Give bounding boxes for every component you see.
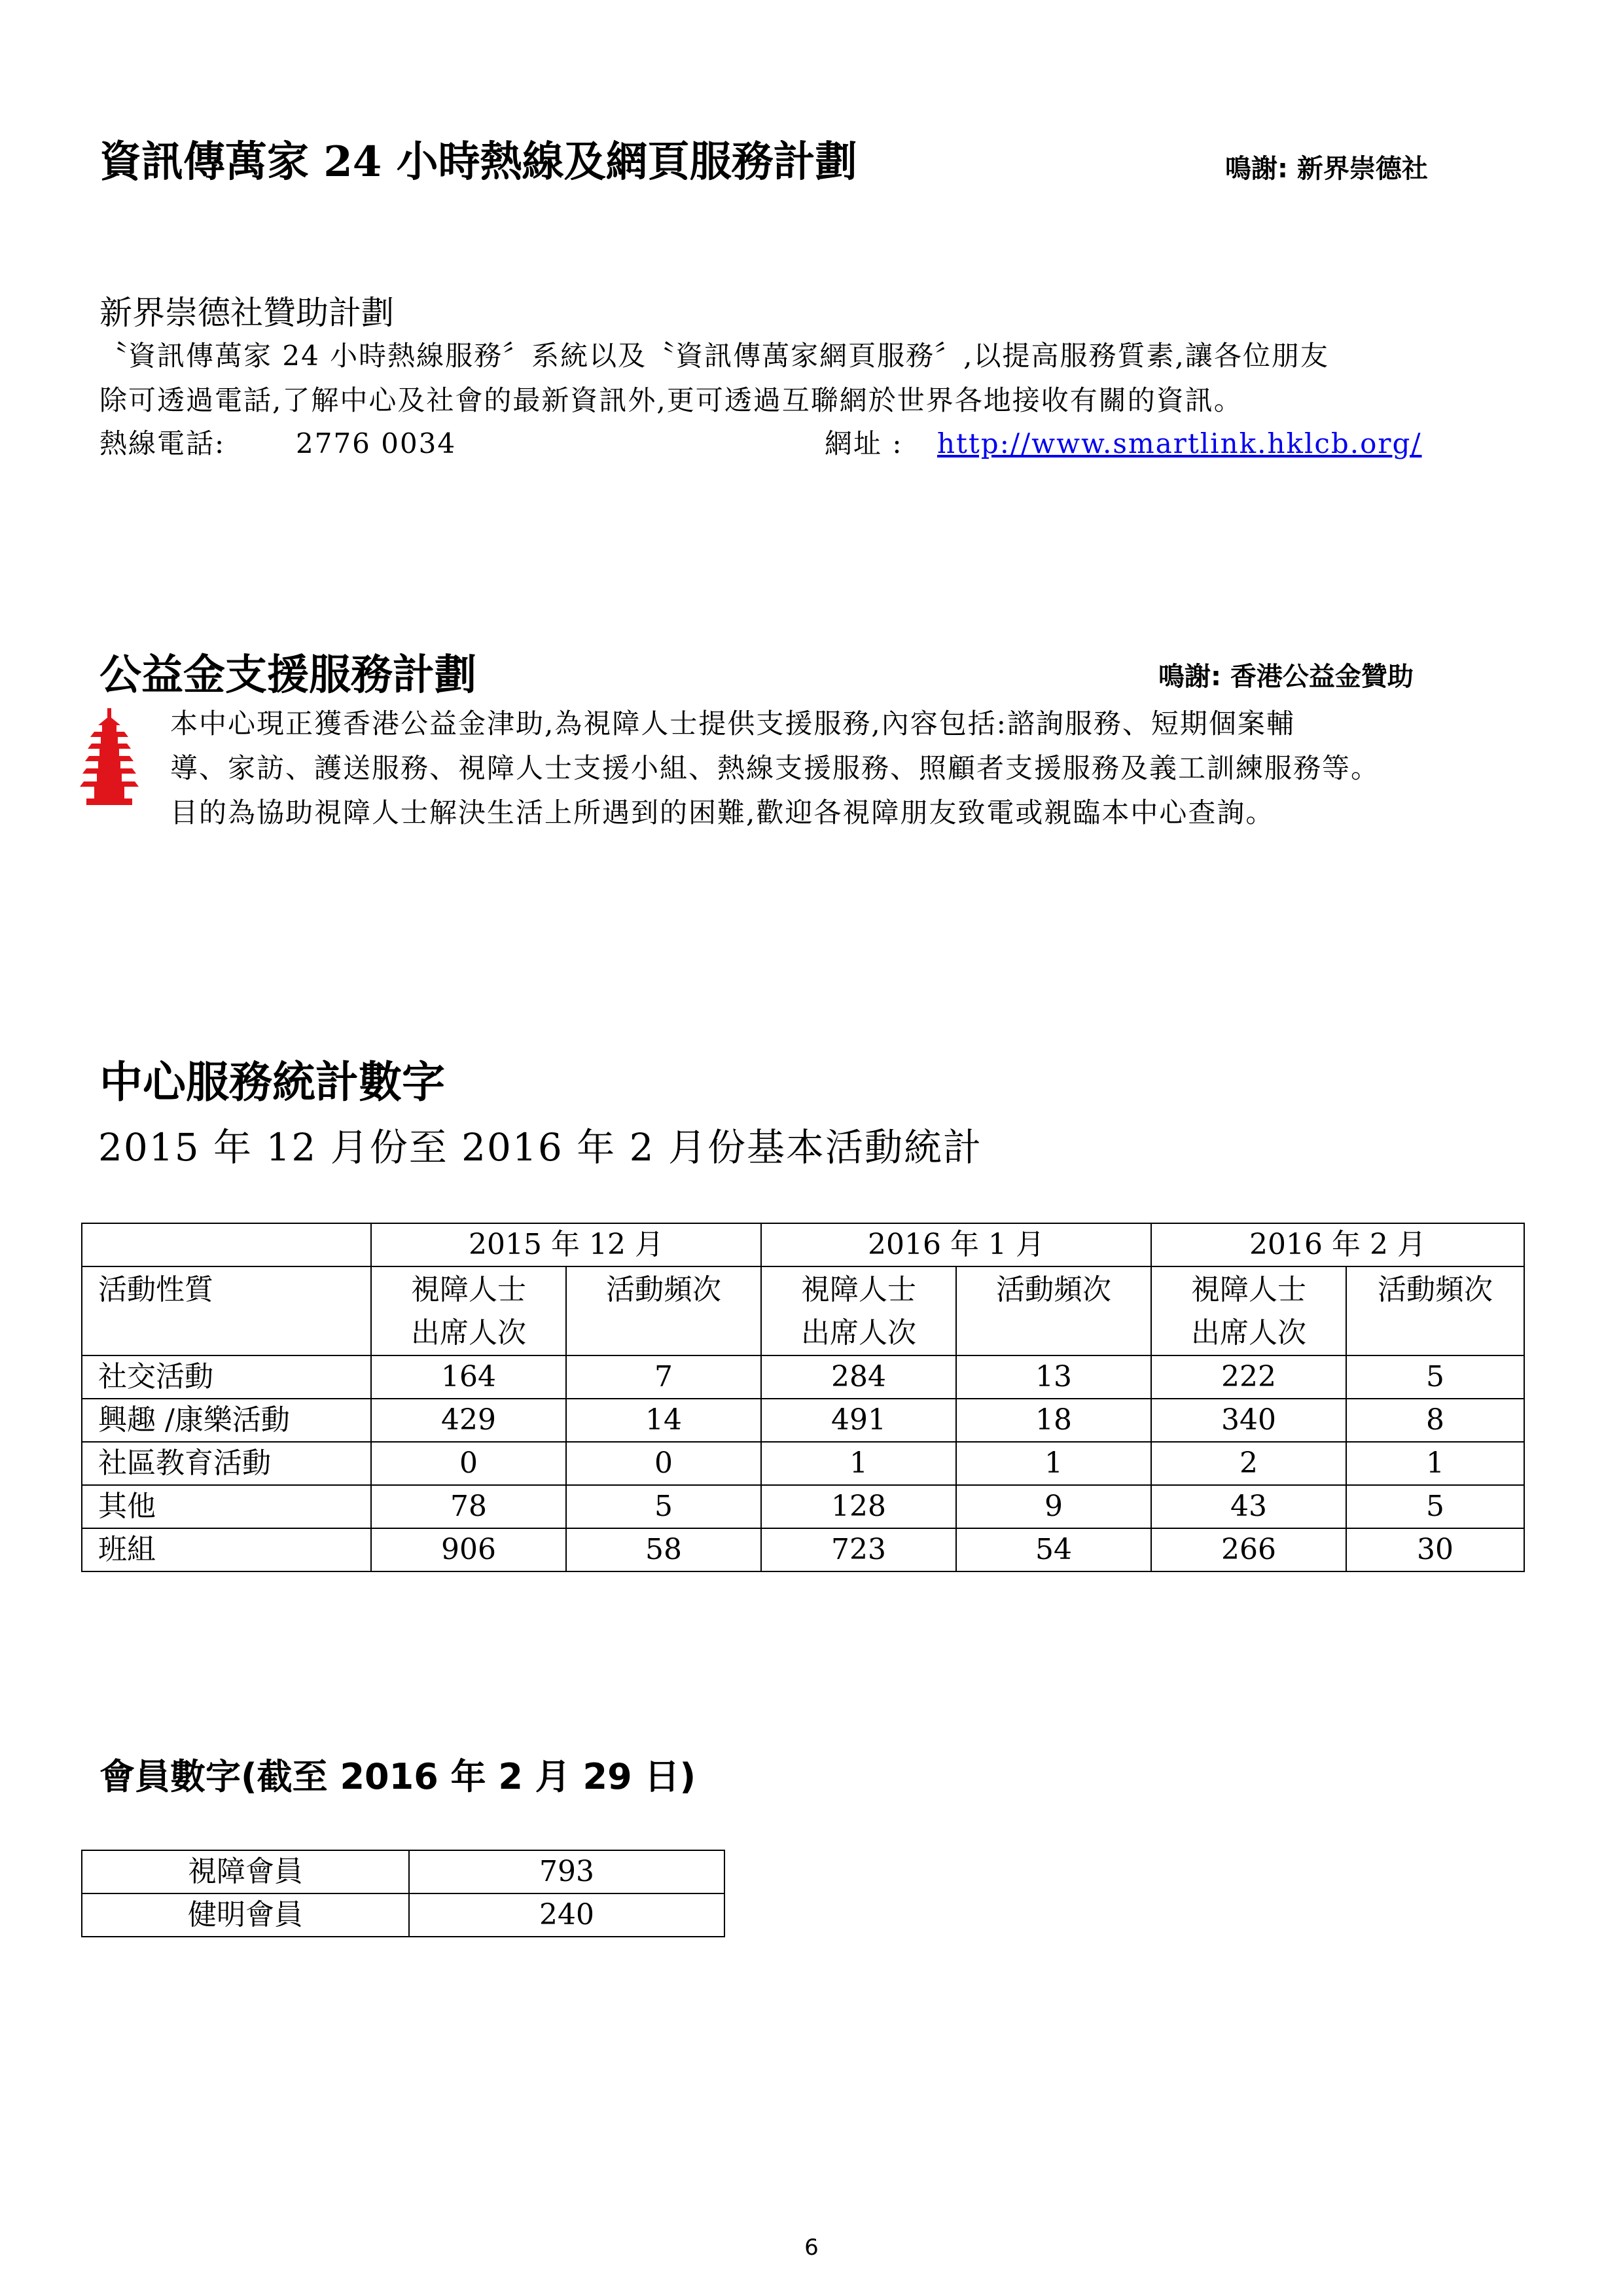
table-cell: 793 xyxy=(409,1850,724,1893)
table-cell: 429 xyxy=(371,1399,566,1442)
table-header-fields xyxy=(82,1266,1524,1355)
month-header: 2016 年 2 月 xyxy=(1151,1223,1524,1266)
month-header: 2016 年 1 月 xyxy=(761,1223,1151,1266)
section3-subtitle: 2015 年 12 月份至 2016 年 2 月份基本活動統計 xyxy=(98,1125,982,1170)
row-label: 班組 xyxy=(82,1528,371,1571)
section1-title: 資訊傳萬家 24 小時熱線及網頁服務計劃 xyxy=(99,137,857,187)
table-cell: 164 xyxy=(371,1355,566,1399)
row-label: 視障會員 xyxy=(82,1850,409,1893)
table-cell: 5 xyxy=(566,1485,761,1528)
table-cell: 222 xyxy=(1151,1355,1346,1399)
table-cell: 58 xyxy=(566,1528,761,1571)
website-label: 網址 : xyxy=(825,427,903,459)
section2-paragraph xyxy=(170,702,1544,835)
table-corner-cell xyxy=(82,1223,371,1266)
table-cell: 906 xyxy=(371,1528,566,1571)
page-number: 6 xyxy=(804,2234,819,2261)
hotline-number: 2776 0034 xyxy=(296,427,457,459)
table-row xyxy=(82,1485,1524,1528)
table-cell: 54 xyxy=(956,1528,1151,1571)
table-cell: 284 xyxy=(761,1355,956,1399)
table-cell: 240 xyxy=(409,1893,724,1937)
section1-thanks: 鳴謝: 新界崇德社 xyxy=(1225,154,1428,184)
section1-subtitle: 新界崇德社贊助計劃 xyxy=(99,294,394,332)
table-cell: 18 xyxy=(956,1399,1151,1442)
month-header: 2015 年 12 月 xyxy=(371,1223,761,1266)
table-cell: 8 xyxy=(1346,1399,1524,1442)
section1-para-line1: 〝資訊傳萬家 24 小時熱線服務〞系統以及〝資訊傳萬家網頁服務〞,以提高服務質素,讓各位朋友 xyxy=(99,340,1329,372)
table-cell: 128 xyxy=(761,1485,956,1528)
table-cell: 1 xyxy=(761,1442,956,1485)
section1-paragraph xyxy=(99,334,1539,423)
table-cell: 7 xyxy=(566,1355,761,1399)
table-row xyxy=(82,1893,724,1937)
table-cell: 340 xyxy=(1151,1399,1346,1442)
hotline-label: 熱線電話: xyxy=(99,427,226,459)
pagoda-icon xyxy=(80,708,139,805)
attendance-header: 視障人士 出席人次 xyxy=(1151,1266,1346,1355)
table-row xyxy=(82,1399,1524,1442)
table-cell: 1 xyxy=(956,1442,1151,1485)
activity-stats-table xyxy=(81,1223,1525,1572)
table-cell: 723 xyxy=(761,1528,956,1571)
table-row xyxy=(82,1442,1524,1485)
section4-title: 會員數字(截至 2016 年 2 月 29 日) xyxy=(99,1756,696,1797)
table-row xyxy=(82,1850,724,1893)
table-cell: 13 xyxy=(956,1355,1151,1399)
table-cell: 1 xyxy=(1346,1442,1524,1485)
row-label: 社區教育活動 xyxy=(82,1442,371,1485)
section1-para-line2: 除可透過電話,了解中心及社會的最新資訊外,更可透過互聯網於世界各地接收有關的資訊。 xyxy=(99,384,1243,416)
section2-line3: 目的為協助視障人士解決生活上所遇到的困難,歡迎各視障朋友致電或親臨本中心查詢。 xyxy=(170,797,1275,829)
table-cell: 0 xyxy=(371,1442,566,1485)
table-cell: 30 xyxy=(1346,1528,1524,1571)
row-label: 社交活動 xyxy=(82,1355,371,1399)
table-cell: 266 xyxy=(1151,1528,1346,1571)
section2-line2: 導、家訪、護送服務、視障人士支援小組、熱線支援服務、照顧者支援服務及義工訓練服務等。 xyxy=(170,752,1380,784)
attendance-header: 視障人士 出席人次 xyxy=(371,1266,566,1355)
section2-title: 公益金支援服務計劃 xyxy=(99,651,476,700)
table-cell: 5 xyxy=(1346,1355,1524,1399)
row-label: 興趣 /康樂活動 xyxy=(82,1399,371,1442)
section2-line1: 本中心現正獲香港公益金津助,為視障人士提供支援服務,內容包括:諮詢服務、短期個案輔 xyxy=(170,708,1295,740)
table-cell: 0 xyxy=(566,1442,761,1485)
section3-title: 中心服務統計數字 xyxy=(99,1057,445,1107)
table-cell: 14 xyxy=(566,1399,761,1442)
table-row xyxy=(82,1355,1524,1399)
table-cell: 2 xyxy=(1151,1442,1346,1485)
row-label: 健明會員 xyxy=(82,1893,409,1937)
frequency-header: 活動頻次 xyxy=(566,1266,761,1355)
table-cell: 5 xyxy=(1346,1485,1524,1528)
table-row xyxy=(82,1528,1524,1571)
activity-type-header: 活動性質 xyxy=(82,1266,371,1355)
website-link[interactable]: http://www.smartlink.hklcb.org/ xyxy=(937,427,1422,459)
table-header-months xyxy=(82,1223,1524,1266)
table-cell: 78 xyxy=(371,1485,566,1528)
table-cell: 43 xyxy=(1151,1485,1346,1528)
row-label: 其他 xyxy=(82,1485,371,1528)
table-cell: 9 xyxy=(956,1485,1151,1528)
attendance-header: 視障人士 出席人次 xyxy=(761,1266,956,1355)
table-cell: 491 xyxy=(761,1399,956,1442)
section2-thanks: 鳴謝: 香港公益金贊助 xyxy=(1158,662,1414,692)
frequency-header: 活動頻次 xyxy=(956,1266,1151,1355)
frequency-header: 活動頻次 xyxy=(1346,1266,1524,1355)
membership-table xyxy=(81,1850,725,1937)
